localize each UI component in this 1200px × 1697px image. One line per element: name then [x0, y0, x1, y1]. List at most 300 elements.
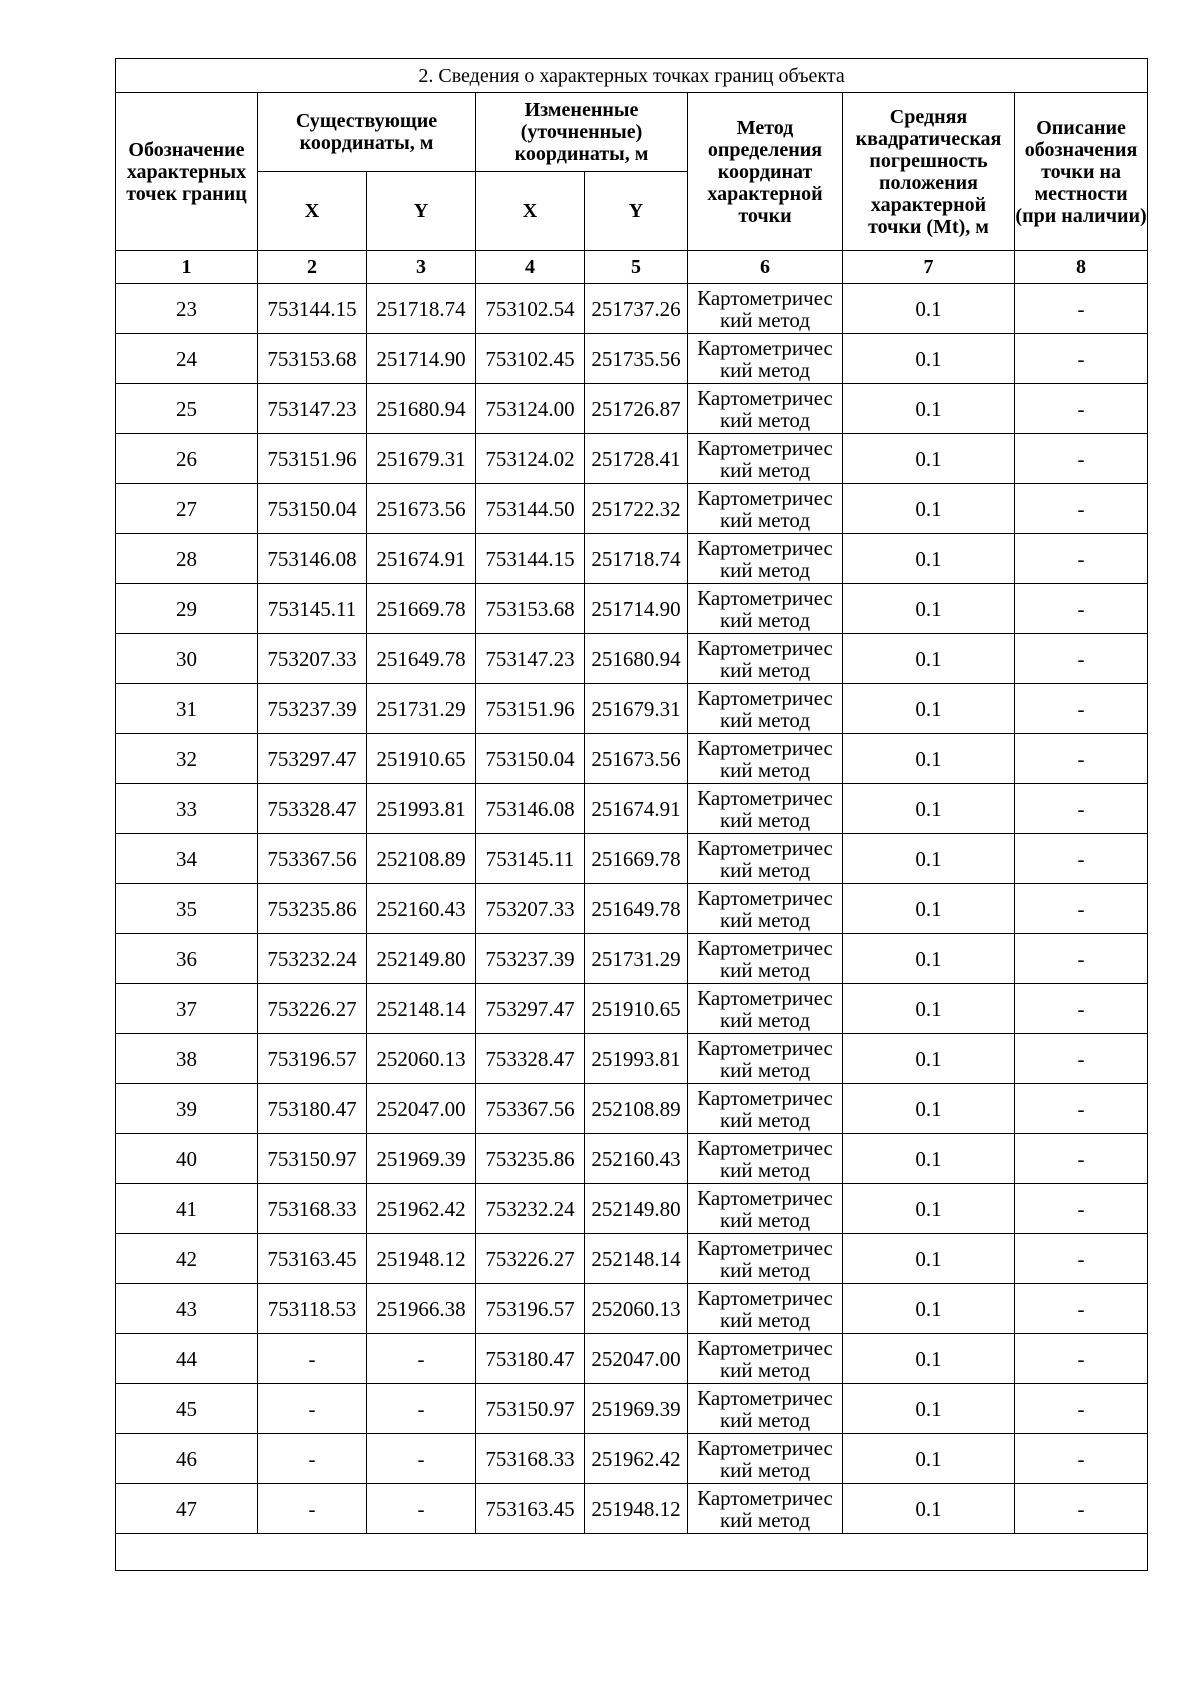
empty-footer-row: [116, 1534, 1148, 1571]
method-line2: кий метод: [719, 407, 811, 432]
existing-x: 753232.24: [258, 934, 367, 984]
point-id: 37: [116, 984, 258, 1034]
section-title: 2. Сведения о характерных точках границ объекта: [116, 59, 1148, 93]
method-line1: Картометричес: [697, 1085, 833, 1110]
header-error: Средняя квадратическая погрешность положения характерной точки (Mt), м: [843, 93, 1015, 251]
existing-y: 251948.12: [367, 1234, 476, 1284]
changed-y: 252108.89: [585, 1084, 688, 1134]
point-id: 31: [116, 684, 258, 734]
method-line1: Картометричес: [697, 485, 833, 510]
changed-x: 753146.08: [476, 784, 585, 834]
method-cell: [688, 534, 843, 584]
method-line2: кий метод: [719, 1257, 811, 1282]
table-row: [116, 584, 1148, 634]
mt-value: 0.1: [843, 1334, 1015, 1384]
method-line2: кий метод: [719, 1407, 811, 1432]
existing-x: -: [258, 1484, 367, 1534]
method-cell: [688, 784, 843, 834]
empty-footer-cell: [116, 1534, 1148, 1571]
point-id: 44: [116, 1334, 258, 1384]
mt-value: 0.1: [843, 684, 1015, 734]
description-value: -: [1015, 1184, 1148, 1234]
column-number: 1: [116, 251, 258, 284]
table-row: [116, 484, 1148, 534]
changed-y: 251674.91: [585, 784, 688, 834]
method-line1: Картометричес: [697, 1335, 833, 1360]
method-line2: кий метод: [719, 457, 811, 482]
existing-x: 753207.33: [258, 634, 367, 684]
existing-y: 252047.00: [367, 1084, 476, 1134]
method-line1: Картометричес: [697, 985, 833, 1010]
existing-x: -: [258, 1384, 367, 1434]
mt-value: 0.1: [843, 534, 1015, 584]
description-value: -: [1015, 834, 1148, 884]
point-id: 46: [116, 1434, 258, 1484]
method-line2: кий метод: [719, 807, 811, 832]
column-number: 8: [1015, 251, 1148, 284]
description-value: -: [1015, 434, 1148, 484]
description-value: -: [1015, 1284, 1148, 1334]
existing-y: 251910.65: [367, 734, 476, 784]
existing-y: -: [367, 1434, 476, 1484]
description-value: -: [1015, 484, 1148, 534]
changed-x: 753367.56: [476, 1084, 585, 1134]
changed-x: 753144.50: [476, 484, 585, 534]
existing-y: 251731.29: [367, 684, 476, 734]
table-row: [116, 1234, 1148, 1284]
method-line2: кий метод: [719, 757, 811, 782]
changed-x: 753235.86: [476, 1134, 585, 1184]
method-line1: Картометричес: [697, 385, 833, 410]
description-value: -: [1015, 384, 1148, 434]
changed-y: 252060.13: [585, 1284, 688, 1334]
mt-value: 0.1: [843, 784, 1015, 834]
table-row: [116, 634, 1148, 684]
point-id: 36: [116, 934, 258, 984]
description-value: -: [1015, 584, 1148, 634]
existing-y: 251993.81: [367, 784, 476, 834]
existing-x: 753226.27: [258, 984, 367, 1034]
method-cell: [688, 1034, 843, 1084]
method-cell: [688, 1334, 843, 1384]
column-number: 5: [585, 251, 688, 284]
existing-y: 251962.42: [367, 1184, 476, 1234]
mt-value: 0.1: [843, 884, 1015, 934]
existing-x: 753297.47: [258, 734, 367, 784]
existing-y: 252148.14: [367, 984, 476, 1034]
changed-x: 753151.96: [476, 684, 585, 734]
header-designation: Обозначение характерных точек границ: [116, 93, 258, 251]
mt-value: 0.1: [843, 584, 1015, 634]
header-existing-y: Y: [367, 172, 476, 251]
changed-y: 251673.56: [585, 734, 688, 784]
mt-value: 0.1: [843, 334, 1015, 384]
existing-y: 251966.38: [367, 1284, 476, 1334]
method-line1: Картометричес: [697, 1485, 833, 1510]
changed-x: 753297.47: [476, 984, 585, 1034]
method-cell: [688, 934, 843, 984]
existing-y: 251674.91: [367, 534, 476, 584]
method-line2: кий метод: [719, 1307, 811, 1332]
table-row: [116, 934, 1148, 984]
mt-value: 0.1: [843, 934, 1015, 984]
table-row: [116, 1434, 1148, 1484]
point-id: 42: [116, 1234, 258, 1284]
existing-y: 252108.89: [367, 834, 476, 884]
changed-x: 753144.15: [476, 534, 585, 584]
method-cell: [688, 1084, 843, 1134]
mt-value: 0.1: [843, 1234, 1015, 1284]
mt-value: 0.1: [843, 434, 1015, 484]
changed-x: 753150.97: [476, 1384, 585, 1434]
column-number: 6: [688, 251, 843, 284]
table-row: [116, 1184, 1148, 1234]
boundary-points-table: [115, 58, 1148, 1571]
method-line2: кий метод: [719, 1507, 811, 1532]
method-line2: кий метод: [719, 1457, 811, 1482]
method-cell: [688, 334, 843, 384]
changed-x: 753102.54: [476, 284, 585, 334]
existing-x: 753180.47: [258, 1084, 367, 1134]
method-line2: кий метод: [719, 707, 811, 732]
method-cell: [688, 1134, 843, 1184]
changed-y: 252047.00: [585, 1334, 688, 1384]
existing-x: 753153.68: [258, 334, 367, 384]
method-line1: Картометричес: [697, 635, 833, 660]
method-line2: кий метод: [719, 507, 811, 532]
description-value: -: [1015, 1234, 1148, 1284]
changed-x: 753328.47: [476, 1034, 585, 1084]
method-cell: [688, 984, 843, 1034]
table-row: [116, 434, 1148, 484]
description-value: -: [1015, 1034, 1148, 1084]
existing-y: 252149.80: [367, 934, 476, 984]
method-line2: кий метод: [719, 1207, 811, 1232]
changed-x: 753153.68: [476, 584, 585, 634]
changed-x: 753168.33: [476, 1434, 585, 1484]
method-cell: [688, 284, 843, 334]
existing-x: 753328.47: [258, 784, 367, 834]
method-cell: [688, 1434, 843, 1484]
changed-y: 251679.31: [585, 684, 688, 734]
existing-y: 251680.94: [367, 384, 476, 434]
changed-y: 251714.90: [585, 584, 688, 634]
mt-value: 0.1: [843, 1034, 1015, 1084]
description-value: -: [1015, 1384, 1148, 1434]
existing-x: 753196.57: [258, 1034, 367, 1084]
point-id: 47: [116, 1484, 258, 1534]
changed-x: 753145.11: [476, 834, 585, 884]
point-id: 27: [116, 484, 258, 534]
method-line1: Картометричес: [697, 435, 833, 460]
method-cell: [688, 584, 843, 634]
changed-x: 753232.24: [476, 1184, 585, 1234]
existing-y: 251718.74: [367, 284, 476, 334]
existing-x: 753168.33: [258, 1184, 367, 1234]
changed-x: 753102.45: [476, 334, 585, 384]
method-line2: кий метод: [719, 957, 811, 982]
mt-value: 0.1: [843, 284, 1015, 334]
existing-x: -: [258, 1434, 367, 1484]
method-line2: кий метод: [719, 307, 811, 332]
point-id: 41: [116, 1184, 258, 1234]
changed-y: 251731.29: [585, 934, 688, 984]
table-row: [116, 1484, 1148, 1534]
changed-y: 251737.26: [585, 284, 688, 334]
method-cell: [688, 1234, 843, 1284]
point-id: 25: [116, 384, 258, 434]
table-row: [116, 334, 1148, 384]
existing-y: 251969.39: [367, 1134, 476, 1184]
existing-x: 753118.53: [258, 1284, 367, 1334]
method-cell: [688, 384, 843, 434]
point-id: 26: [116, 434, 258, 484]
column-number-row: [116, 251, 1148, 284]
method-cell: [688, 634, 843, 684]
table-row: [116, 984, 1148, 1034]
existing-y: 251669.78: [367, 584, 476, 634]
table-row: [116, 1134, 1148, 1184]
existing-y: -: [367, 1484, 476, 1534]
changed-y: 251680.94: [585, 634, 688, 684]
method-cell: [688, 834, 843, 884]
existing-x: 753367.56: [258, 834, 367, 884]
point-id: 45: [116, 1384, 258, 1434]
column-number: 3: [367, 251, 476, 284]
method-cell: [688, 884, 843, 934]
existing-x: 753235.86: [258, 884, 367, 934]
header-description: Описание обозначения точки на местности (при наличии): [1015, 93, 1148, 251]
method-line2: кий метод: [719, 1157, 811, 1182]
point-id: 32: [116, 734, 258, 784]
method-line2: кий метод: [719, 657, 811, 682]
existing-x: 753151.96: [258, 434, 367, 484]
method-line1: Картометричес: [697, 535, 833, 560]
header-existing-x: X: [258, 172, 367, 251]
existing-x: -: [258, 1334, 367, 1384]
method-line1: Картометричес: [697, 585, 833, 610]
point-id: 30: [116, 634, 258, 684]
changed-y: 251718.74: [585, 534, 688, 584]
table-row: [116, 684, 1148, 734]
point-id: 43: [116, 1284, 258, 1334]
method-cell: [688, 1284, 843, 1334]
changed-y: 251649.78: [585, 884, 688, 934]
table-row: [116, 1084, 1148, 1134]
method-line1: Картометричес: [697, 1135, 833, 1160]
section-title-row: [116, 59, 1148, 93]
changed-x: 753237.39: [476, 934, 585, 984]
method-line2: кий метод: [719, 557, 811, 582]
description-value: -: [1015, 784, 1148, 834]
existing-y: -: [367, 1384, 476, 1434]
description-value: -: [1015, 1434, 1148, 1484]
mt-value: 0.1: [843, 1284, 1015, 1334]
description-value: -: [1015, 1084, 1148, 1134]
method-line1: Картометричес: [697, 285, 833, 310]
changed-x: 753163.45: [476, 1484, 585, 1534]
method-line1: Картометричес: [697, 935, 833, 960]
description-value: -: [1015, 934, 1148, 984]
description-value: -: [1015, 534, 1148, 584]
table-row: [116, 784, 1148, 834]
header-changed-x: X: [476, 172, 585, 251]
existing-x: 753146.08: [258, 534, 367, 584]
method-line1: Картометричес: [697, 1235, 833, 1260]
changed-y: 251722.32: [585, 484, 688, 534]
method-line1: Картометричес: [697, 835, 833, 860]
method-line1: Картометричес: [697, 685, 833, 710]
description-value: -: [1015, 734, 1148, 784]
mt-value: 0.1: [843, 634, 1015, 684]
changed-y: 251969.39: [585, 1384, 688, 1434]
description-value: -: [1015, 1334, 1148, 1384]
method-cell: [688, 734, 843, 784]
description-value: -: [1015, 1134, 1148, 1184]
point-id: 38: [116, 1034, 258, 1084]
table-row: [116, 884, 1148, 934]
point-id: 39: [116, 1084, 258, 1134]
method-line2: кий метод: [719, 1007, 811, 1032]
header-existing-coords: Существующие координаты, м: [258, 93, 476, 172]
table-row: [116, 1384, 1148, 1434]
mt-value: 0.1: [843, 1184, 1015, 1234]
header-changed-y: Y: [585, 172, 688, 251]
mt-value: 0.1: [843, 734, 1015, 784]
mt-value: 0.1: [843, 834, 1015, 884]
table-row: [116, 1034, 1148, 1084]
changed-y: 251910.65: [585, 984, 688, 1034]
description-value: -: [1015, 284, 1148, 334]
existing-y: 252060.13: [367, 1034, 476, 1084]
mt-value: 0.1: [843, 984, 1015, 1034]
mt-value: 0.1: [843, 384, 1015, 434]
point-id: 40: [116, 1134, 258, 1184]
changed-y: 252149.80: [585, 1184, 688, 1234]
table-row: [116, 284, 1148, 334]
method-line1: Картометричес: [697, 1385, 833, 1410]
changed-y: 251669.78: [585, 834, 688, 884]
changed-x: 753180.47: [476, 1334, 585, 1384]
existing-x: 753150.97: [258, 1134, 367, 1184]
method-line2: кий метод: [719, 357, 811, 382]
table-row: [116, 1284, 1148, 1334]
table-row: [116, 834, 1148, 884]
method-cell: [688, 1184, 843, 1234]
point-id: 35: [116, 884, 258, 934]
method-line1: Картометричес: [697, 1435, 833, 1460]
changed-y: 252160.43: [585, 1134, 688, 1184]
table-row: [116, 384, 1148, 434]
table-body: [116, 284, 1148, 1534]
method-line2: кий метод: [719, 1057, 811, 1082]
changed-y: 251728.41: [585, 434, 688, 484]
existing-y: 251679.31: [367, 434, 476, 484]
header-changed-coords: Измененные (уточненные) координаты, м: [476, 93, 688, 172]
method-line1: Картометричес: [697, 1185, 833, 1210]
mt-value: 0.1: [843, 1084, 1015, 1134]
existing-y: 251673.56: [367, 484, 476, 534]
method-line1: Картометричес: [697, 1285, 833, 1310]
method-line1: Картометричес: [697, 335, 833, 360]
existing-x: 753150.04: [258, 484, 367, 534]
method-line2: кий метод: [719, 1107, 811, 1132]
mt-value: 0.1: [843, 1134, 1015, 1184]
changed-x: 753196.57: [476, 1284, 585, 1334]
changed-y: 252148.14: [585, 1234, 688, 1284]
table-row: [116, 734, 1148, 784]
header-row-top: [116, 93, 1148, 172]
method-cell: [688, 1484, 843, 1534]
changed-x: 753124.02: [476, 434, 585, 484]
method-line1: Картометричес: [697, 785, 833, 810]
point-id: 28: [116, 534, 258, 584]
method-line1: Картометричес: [697, 735, 833, 760]
column-number: 7: [843, 251, 1015, 284]
description-value: -: [1015, 684, 1148, 734]
mt-value: 0.1: [843, 1384, 1015, 1434]
method-line2: кий метод: [719, 607, 811, 632]
changed-x: 753207.33: [476, 884, 585, 934]
method-cell: [688, 484, 843, 534]
point-id: 34: [116, 834, 258, 884]
existing-y: 251649.78: [367, 634, 476, 684]
description-value: -: [1015, 884, 1148, 934]
changed-y: 251735.56: [585, 334, 688, 384]
description-value: -: [1015, 1484, 1148, 1534]
description-value: -: [1015, 334, 1148, 384]
point-id: 23: [116, 284, 258, 334]
description-value: -: [1015, 634, 1148, 684]
description-value: -: [1015, 984, 1148, 1034]
changed-y: 251962.42: [585, 1434, 688, 1484]
changed-y: 251948.12: [585, 1484, 688, 1534]
changed-x: 753150.04: [476, 734, 585, 784]
existing-x: 753163.45: [258, 1234, 367, 1284]
point-id: 24: [116, 334, 258, 384]
method-cell: [688, 684, 843, 734]
point-id: 33: [116, 784, 258, 834]
mt-value: 0.1: [843, 1484, 1015, 1534]
method-cell: [688, 434, 843, 484]
changed-x: 753124.00: [476, 384, 585, 434]
method-line1: Картометричес: [697, 885, 833, 910]
existing-y: -: [367, 1334, 476, 1384]
existing-x: 753237.39: [258, 684, 367, 734]
changed-y: 251726.87: [585, 384, 688, 434]
method-line1: Картометричес: [697, 1035, 833, 1060]
method-line2: кий метод: [719, 1357, 811, 1382]
existing-y: 251714.90: [367, 334, 476, 384]
mt-value: 0.1: [843, 484, 1015, 534]
changed-x: 753226.27: [476, 1234, 585, 1284]
header-method: Метод определения координат характерной точки: [688, 93, 843, 251]
table-row: [116, 1334, 1148, 1384]
existing-y: 252160.43: [367, 884, 476, 934]
method-line2: кий метод: [719, 907, 811, 932]
existing-x: 753145.11: [258, 584, 367, 634]
existing-x: 753147.23: [258, 384, 367, 434]
table-row: [116, 534, 1148, 584]
changed-x: 753147.23: [476, 634, 585, 684]
column-number: 4: [476, 251, 585, 284]
point-id: 29: [116, 584, 258, 634]
mt-value: 0.1: [843, 1434, 1015, 1484]
column-number: 2: [258, 251, 367, 284]
changed-y: 251993.81: [585, 1034, 688, 1084]
existing-x: 753144.15: [258, 284, 367, 334]
method-cell: [688, 1384, 843, 1434]
